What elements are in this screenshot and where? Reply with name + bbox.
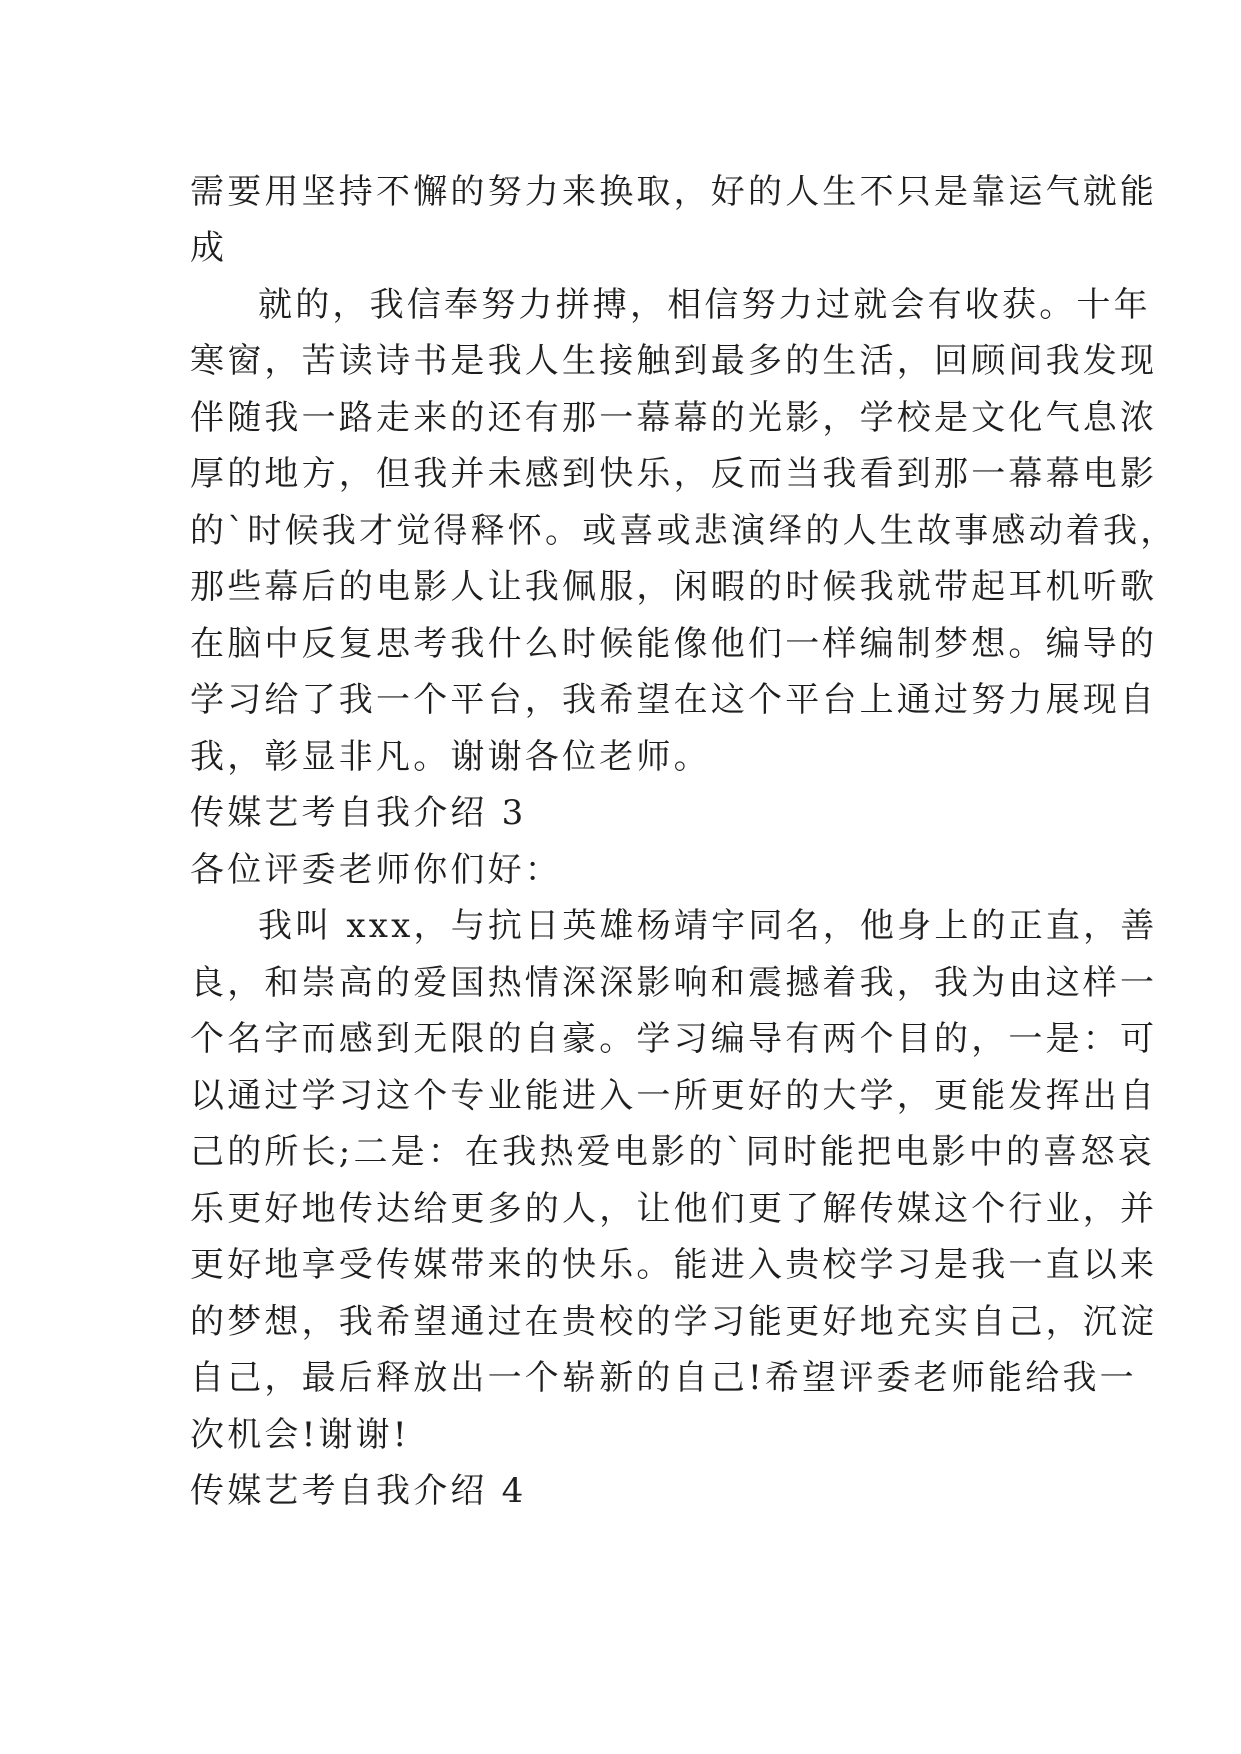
section-heading: 传媒艺考自我介绍 3 <box>190 793 527 833</box>
paragraph-line: 成 <box>190 228 228 268</box>
paragraph-line: 良，和崇高的爱国热情深深影响和震撼着我，我为由这样一 <box>190 963 1158 1003</box>
paragraph-line: 那些幕后的电影人让我佩服，闲暇的时候我就带起耳机听歌 <box>190 567 1158 607</box>
section-heading: 传媒艺考自我介绍 4 <box>190 1471 527 1511</box>
paragraph-line: 就的，我信奉努力拼搏，相信努力过就会有收获。十年 <box>258 285 1151 325</box>
paragraph-line: 我，彰显非凡。谢谢各位老师。 <box>190 737 711 777</box>
paragraph-line: 学习给了我一个平台，我希望在这个平台上通过努力展现自 <box>190 680 1158 720</box>
paragraph-line: 在脑中反复思考我什么时候能像他们一样编制梦想。编导的 <box>190 624 1158 664</box>
paragraph-line: 次机会!谢谢! <box>190 1415 410 1455</box>
paragraph-line: 己的所长;二是：在我热爱电影的`同时能把电影中的喜怒哀 <box>190 1132 1155 1172</box>
paragraph-line: 以通过学习这个专业能进入一所更好的大学，更能发挥出自 <box>190 1076 1158 1116</box>
paragraph-line: 个名字而感到无限的自豪。学习编导有两个目的，一是：可 <box>190 1019 1158 1059</box>
paragraph-line: 伴随我一路走来的还有那一幕幕的光影，学校是文化气息浓 <box>190 398 1158 438</box>
paragraph-line: 我叫 xxx，与抗日英雄杨靖宇同名，他身上的正直，善 <box>258 906 1158 946</box>
paragraph-line: 的`时候我才觉得释怀。或喜或悲演绎的人生故事感动着我， <box>190 511 1178 551</box>
paragraph-line: 乐更好地传达给更多的人，让他们更了解传媒这个行业，并 <box>190 1189 1158 1229</box>
paragraph-line: 寒窗，苦读诗书是我人生接触到最多的生活，回顾间我发现 <box>190 341 1158 381</box>
paragraph-line: 需要用坚持不懈的努力来换取，好的人生不只是靠运气就能 <box>190 172 1158 212</box>
paragraph-line: 的梦想，我希望通过在贵校的学习能更好地充实自己，沉淀 <box>190 1302 1158 1342</box>
greeting-line: 各位评委老师你们好： <box>190 850 562 890</box>
paragraph-line: 自己，最后释放出一个崭新的自己!希望评委老师能给我一 <box>190 1358 1137 1398</box>
paragraph-line: 厚的地方，但我并未感到快乐，反而当我看到那一幕幕电影 <box>190 454 1158 494</box>
paragraph-line: 更好地享受传媒带来的快乐。能进入贵校学习是我一直以来 <box>190 1245 1158 1285</box>
